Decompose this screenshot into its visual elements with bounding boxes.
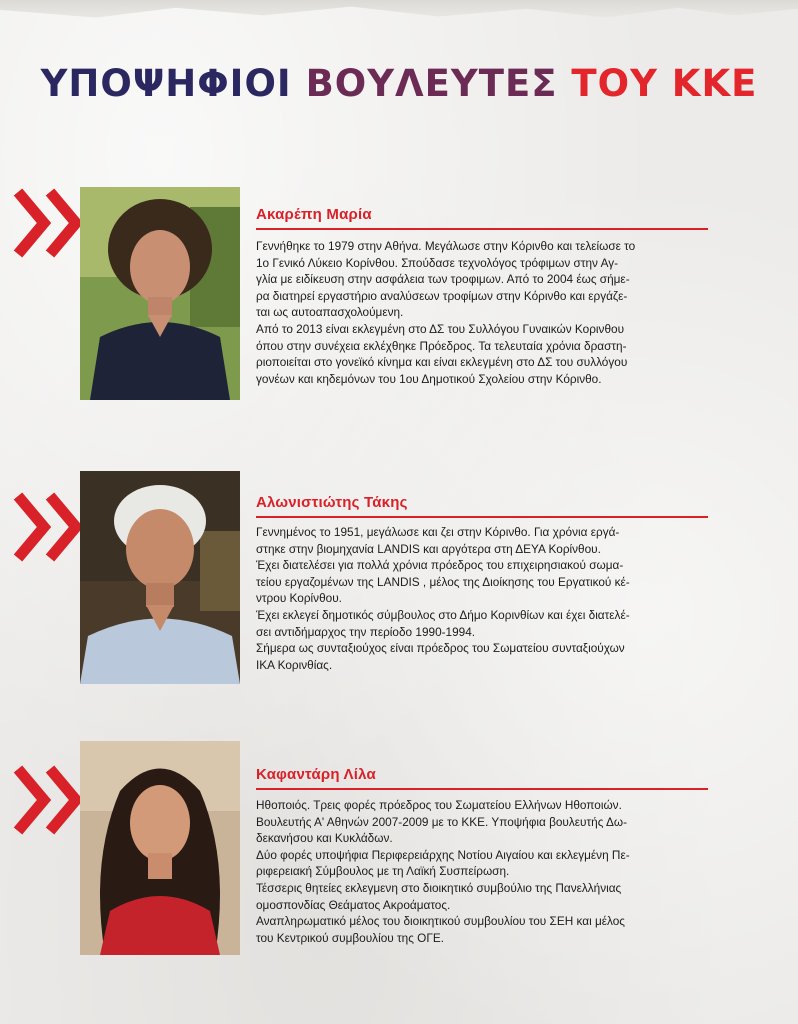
bio-line: Δύο φορές υποψήφια Περιφερειάρχης Νοτίου Αιγαίου και εκλεγμένη Πε-: [256, 847, 630, 862]
title-part-1: ΥΠΟΨΗΦΙΟΙ: [40, 62, 292, 105]
bio-line: δεκανήσου και Κυκλάδων.: [256, 831, 393, 846]
bio-line: τείου εργαζομένων της LANDIS , μέλος της Διοίκησης του Εργατικού κέ-: [256, 574, 630, 589]
bio-line: ται ως αυτοαπασχολούμενη.: [256, 305, 404, 320]
candidate-photo-alonistiotis: [80, 471, 240, 684]
bio-line: Έχει εκλεγεί δημοτικός σύμβουλος στο Δήμο Κορινθίων και έχει διατελέ-: [256, 607, 630, 622]
bio-line: σει αντιδήμαρχος την περίοδο 1990-1994.: [256, 624, 476, 639]
candidate-photo-akarepi: [80, 187, 240, 400]
name-underline: [256, 228, 708, 230]
candidate-name: Καφαντάρη Λίλα: [256, 766, 376, 783]
bio-line: Αναπληρωματικό μέλος του διοικητικού συμβουλίου του ΣΕΗ και μέλος: [256, 914, 625, 929]
bio-line: Έχει διατελέσει για πολλά χρόνια πρόεδρος του επιχειρησιακού σωμα-: [256, 558, 624, 573]
title-part-3: ΤΟΥ ΚΚΕ: [571, 62, 758, 105]
bio-line: Σήμερα ως συνταξιούχος είναι πρόεδρος του Σωματείου συνταξιούχων: [256, 641, 625, 656]
candidate-bio: [256, 797, 716, 946]
name-underline: [256, 788, 708, 790]
bio-line: ντρου Κορίνθου.: [256, 591, 342, 606]
bio-line: Από το 2013 είναι εκλεγμένη στο ΔΣ του Συλλόγου Γυναικών Κορινθου: [256, 321, 625, 336]
bio-line: ομοσπονδίας Θεάματος Ακροάματος.: [256, 897, 451, 912]
bio-line: ριφερειακή Σύμβουλος με τη Λαϊκή Συσπείρωση.: [256, 864, 510, 879]
bio-line: Γεννήθηκε το 1979 στην Αθήνα. Μεγάλωσε στην Κόρινθο και τελείωσε το: [256, 239, 636, 253]
bio-line: ριοποιείται στο γονεϊκό κίνημα και είναι εκλεγμένη στο ΔΣ του συλλόγου: [256, 355, 628, 370]
candidate-bio: [256, 238, 716, 387]
name-underline: [256, 516, 708, 518]
bio-line: του Κεντρικού συμβουλίου της ΟΓΕ.: [256, 930, 444, 945]
bio-line: γλία με ειδίκευση στην ασφάλεια των τροφιμων. Από το 2004 έως σήμε-: [256, 272, 630, 287]
title-part-2: ΒΟΥΛΕΥΤΕΣ: [305, 62, 558, 105]
bio-line: γονέων και κηδεμόνων του 1ου Δημοτικού Σχολείου στην Κόρινθο.: [256, 371, 602, 386]
candidate-name: Ακαρέπη Μαρία: [256, 206, 372, 223]
candidate-photo-kafantari: [80, 741, 240, 955]
bio-line: ρα διατηρεί εργαστήριο αναλύσεων τροφίμων στην Κόρινθο και εργάζε-: [256, 288, 628, 303]
candidate-name: Αλωνιστιώτης Τάκης: [256, 494, 408, 511]
bio-line: Τέσσερις θητείες εκλεγμενη στο διοικητικό συμβούλιο της Πανελλήνιας: [256, 880, 622, 895]
bio-line: Ηθοποιός. Τρεις φορές πρόεδρος του Σωματείου Ελλήνων Ηθοποιών.: [256, 798, 622, 812]
bio-line: ΙΚΑ Κορινθίας.: [256, 657, 333, 672]
bio-line: Βουλευτής Α' Αθηνών 2007-2009 με το ΚΚΕ. Υποψήφια βουλευτής Δω-: [256, 814, 628, 829]
bio-line: όπου στην συνέχεια εκλέχθηκε Πρόεδρος. Τα τελευταία χρόνια δραστη-: [256, 338, 627, 353]
candidate-bio: [256, 524, 716, 673]
bio-line: 1ο Γενικό Λύκειο Κορίνθου. Σπούδασε τεχνολόγος τρόφιμων στην Αγ-: [256, 255, 619, 270]
bio-line: στηκε στην βιομηχανία LANDIS και αργότερα στη ΔΕΥΑ Κορίνθου.: [256, 541, 601, 556]
page-title: [0, 62, 798, 105]
bio-line: Γεννημένος το 1951, μεγάλωσε και ζει στην Κόρινθο. Για χρόνια εργά-: [256, 525, 620, 539]
